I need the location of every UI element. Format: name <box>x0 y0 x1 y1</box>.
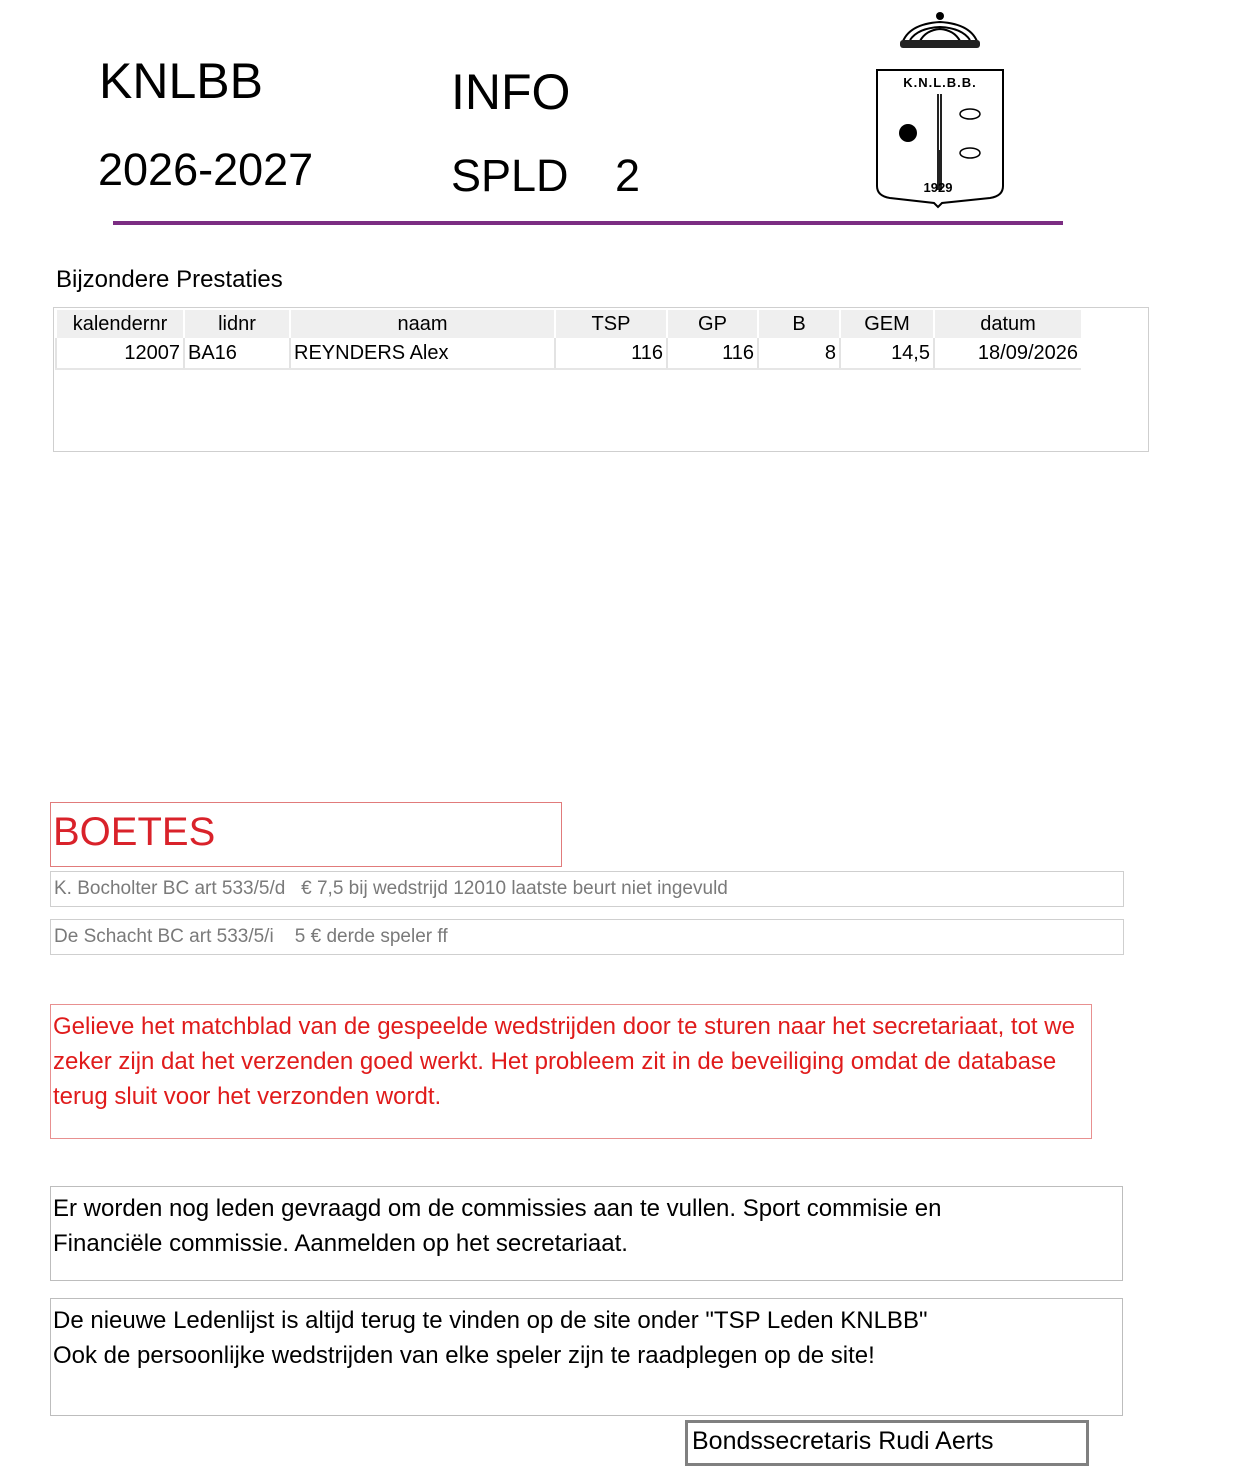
cell-lidnr: BA16 <box>184 338 290 369</box>
division-label: SPLD <box>451 150 569 201</box>
svg-text:K.N.L.B.B.: K.N.L.B.B. <box>903 75 977 90</box>
svg-text:1929: 1929 <box>923 180 953 195</box>
matchsheet-notice: Gelieve het matchblad van de gespeelde wedstrijden door te sturen naar het secretariaat, tot we zeker zijn dat het verzenden goed werkt. Het probleem zit in de beveiliging omdat de database terug sluit voor het verzonden wordt. <box>50 1004 1092 1139</box>
crest-emblem <box>860 10 1020 210</box>
header-divider <box>113 221 1063 225</box>
column-header: kalendernr <box>56 310 184 338</box>
cell-gem: 14,5 <box>840 338 934 369</box>
division-number: 2 <box>615 150 641 201</box>
table-row <box>56 338 1081 369</box>
column-header: B <box>758 310 840 338</box>
column-header: lidnr <box>184 310 290 338</box>
column-header: TSP <box>555 310 667 338</box>
cell-datum: 18/09/2026 <box>934 338 1081 369</box>
cell-tsp: 116 <box>555 338 667 369</box>
cell-naam: REYNDERS Alex <box>290 338 555 369</box>
knlbb-logo <box>860 10 1020 210</box>
crown-icon <box>900 12 980 48</box>
table-header-row <box>56 310 1081 338</box>
committees-notice: Er worden nog leden gevraagd om de commissies aan te vullen. Sport commisie en Financiële commissie. Aanmelden op het secretariaat. <box>50 1186 1123 1281</box>
column-header: GP <box>667 310 758 338</box>
memberlist-notice: De nieuwe Ledenlijst is altijd terug te vinden op de site onder "TSP Leden KNLBB" Ook de persoonlijke wedstrijden van elke speler zijn te raadplegen op de site! <box>50 1298 1123 1416</box>
cell-b: 8 <box>758 338 840 369</box>
fine-item: K. Bocholter BC art 533/5/d € 7,5 bij wedstrijd 12010 laatste beurt niet ingevuld <box>50 871 1124 907</box>
info-label: INFO <box>451 64 571 120</box>
performances-title: Bijzondere Prestaties <box>56 266 283 293</box>
column-header: naam <box>290 310 555 338</box>
cell-kalendernr: 12007 <box>56 338 184 369</box>
fines-title: BOETES <box>53 810 216 854</box>
signature-box: Bondssecretaris Rudi Aerts <box>685 1420 1089 1466</box>
cell-gp: 116 <box>667 338 758 369</box>
column-header: GEM <box>840 310 934 338</box>
column-header: datum <box>934 310 1081 338</box>
performances-table <box>55 310 1081 370</box>
org-title: KNLBB <box>99 53 263 109</box>
fine-item: De Schacht BC art 533/5/i 5 € derde speler ff <box>50 919 1124 955</box>
season-label: 2026-2027 <box>98 144 314 195</box>
